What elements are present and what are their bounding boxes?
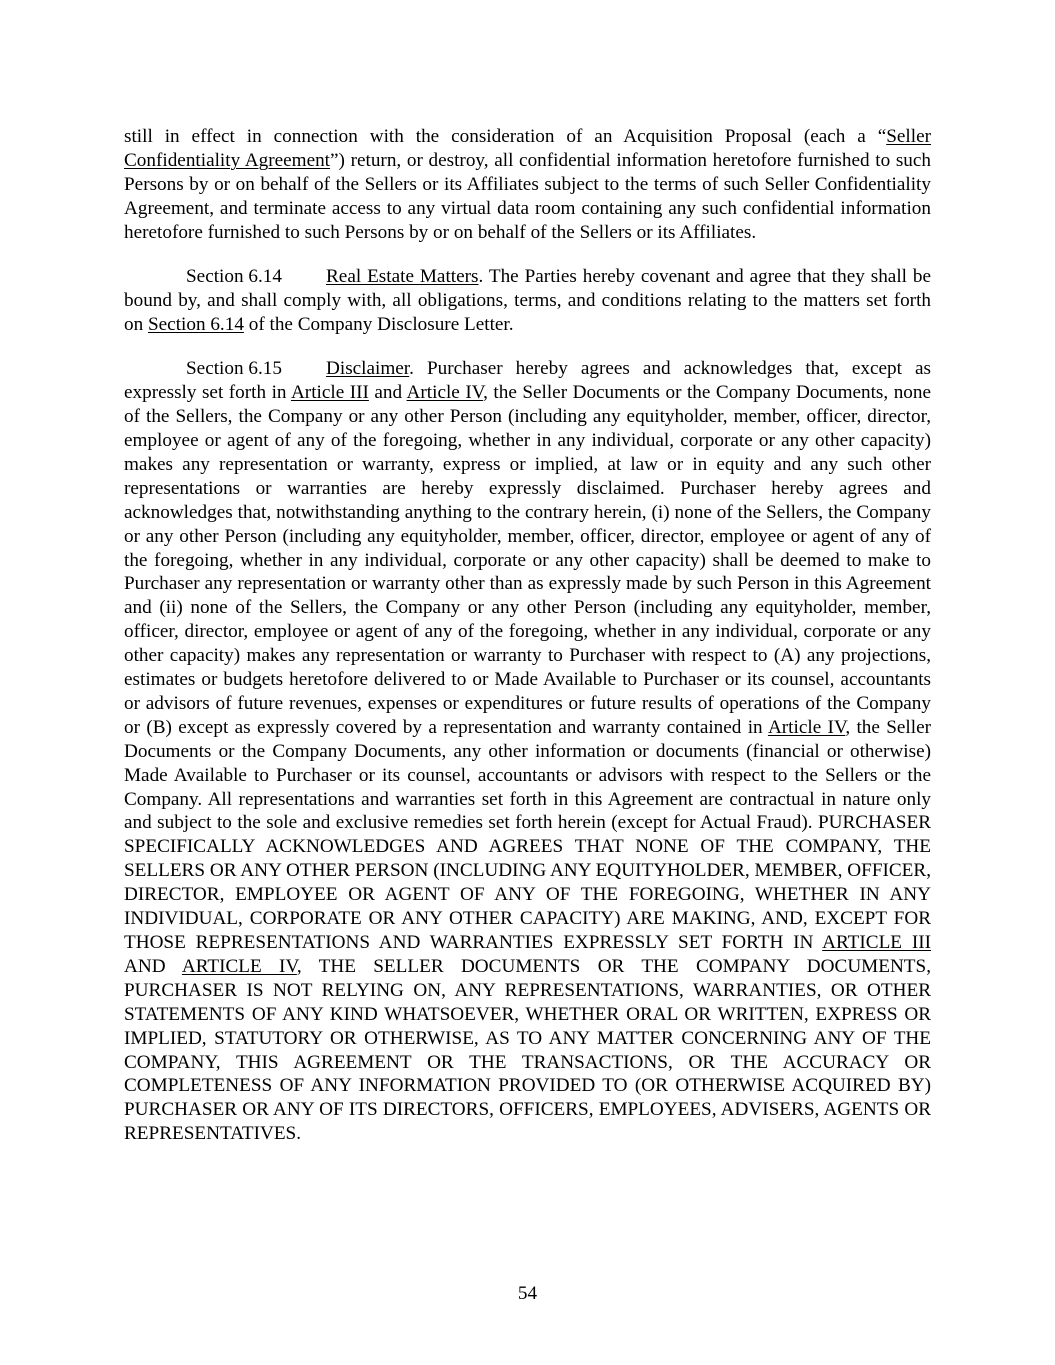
defined-term-seller-confidentiality-agreement: Seller Confidentiality Agreement: [124, 126, 931, 171]
article-reference: Article IV: [767, 716, 846, 738]
section-heading: Real Estate Matters: [326, 266, 479, 288]
paragraph-text: still in effect in connection with the consideration of an Acquisition Proposal (each a “: [124, 126, 887, 147]
paragraph-text: , the Seller Documents or the Company Documents, none of the Sellers, the Company or any other Person (including any equityholder, member, officer, director, employee or agent of any of the foregoing, whether in any individual, corporate or any other capacity) makes any representation or warranty, express or implied, at law or in equity and any such other representations or warranties are hereby expressly disclaimed. Purchaser hereby agrees and acknowledges that, notwithstanding anything to the contrary herein, (i) none of the Sellers, the Company or any other Person (including any equityholder, member, officer, director, employee or agent of any of the foregoing, whether in any individual, corporate or any other capacity) shall be deemed to make to Purchaser any representation or warranty other than as expressly made by such Person in this Agreement and (ii) none of the Sellers, the Company or any other Person (including any equityholder, member, officer, director, employee or agent of any of the foregoing, whether in any individual, corporate or any other capacity) makes any representation or warranty to Purchaser with respect to (A) any projections, estimates or budgets heretofore delivered to or Made Available to Purchaser or its counsel, accountants or advisors of future revenues, expenses or expenditures or future results of operations of the Company or (B) except as expressly covered by a representation and warranty contained in: [124, 382, 931, 738]
paragraph-text: . Purchaser hereby agrees and acknowledges that, except as expressly set forth in: [124, 358, 931, 404]
section-number: Section 6.15: [186, 358, 282, 380]
page-number: 54: [517, 1283, 538, 1304]
continuation-paragraph: [124, 125, 931, 245]
section-reference: Section 6.14: [147, 313, 244, 335]
paragraph-text: of the Company Disclosure Letter.: [243, 313, 514, 335]
section-6-15-paragraph: [124, 357, 931, 1146]
article-reference: ARTICLE IV: [181, 955, 297, 977]
article-reference: ARTICLE III: [822, 932, 931, 953]
paragraph-text: and: [368, 382, 407, 404]
section-number: Section 6.14: [186, 266, 282, 288]
paragraph-text: , THE SELLER DOCUMENTS OR THE COMPANY DOCUMENTS, PURCHASER IS NOT RELYING ON, ANY REPRESENTATIONS, WARRANTIES, OR OTHER STATEMENTS OF ANY KIND WHATSOEVER, WHETHER ORAL OR WRITTEN, EXPRESS OR IMPLIED, STATUTORY OR OTHERWISE, AS TO ANY MATTER CONCERNING ANY OF THE COMPANY, THIS AGREEMENT OR THE TRANSACTIONS, OR THE ACCURACY OR COMPLETENESS OF ANY INFORMATION PROVIDED TO (OR OTHERWISE ACQUIRED BY) PURCHASER OR ANY OF ITS DIRECTORS, OFFICERS, EMPLOYEES, ADVISERS, AGENTS OR REPRESENTATIVES.: [124, 955, 931, 1145]
section-6-14-paragraph: [124, 265, 931, 337]
section-heading: Disclaimer: [326, 358, 410, 380]
paragraph-text: ”) return, or destroy, all confidential information heretofore furnished to such Persons by or on behalf of the Sellers or its Affiliates subject to the terms of such Seller Confidentiality Agreement, and terminate access to any virtual data room containing any such confidential information heretofore furnished to such Persons by or on behalf of the Sellers or its Affiliates.: [124, 149, 931, 243]
paragraph-text: . The Parties hereby covenant and agree that they shall be bound by, and shall comply with, all obligations, terms, and conditions relating to the matters set forth on: [124, 266, 932, 335]
article-reference: Article IV: [406, 382, 484, 404]
paragraph-text: , the Seller Documents or the Company Documents, any other information or documents (financial or otherwise) Made Available to Purchaser or its counsel, accountants or advisors with respect to the Sellers or the Company. All representations and warranties set forth in this Agreement are contractual in nature only and subject to the sole and exclusive remedies set forth herein (except for Actual Fraud). PURCHASER SPECIFICALLY ACKNOWLEDGES AND AGREES THAT NONE OF THE COMPANY, THE SELLERS OR ANY OTHER PERSON (INCLUDING ANY EQUITYHOLDER, MEMBER, OFFICER, DIRECTOR, EMPLOYEE OR AGENT OF ANY OF THE FOREGOING, WHETHER IN ANY INDIVIDUAL, CORPORATE OR ANY OTHER CAPACITY) ARE MAKING, AND, EXCEPT FOR THOSE REPRESENTATIONS AND WARRANTIES EXPRESSLY SET FORTH IN: [124, 716, 931, 953]
document-page: [124, 125, 931, 1146]
paragraph-text: AND: [124, 955, 182, 977]
article-reference: Article III: [290, 382, 369, 404]
